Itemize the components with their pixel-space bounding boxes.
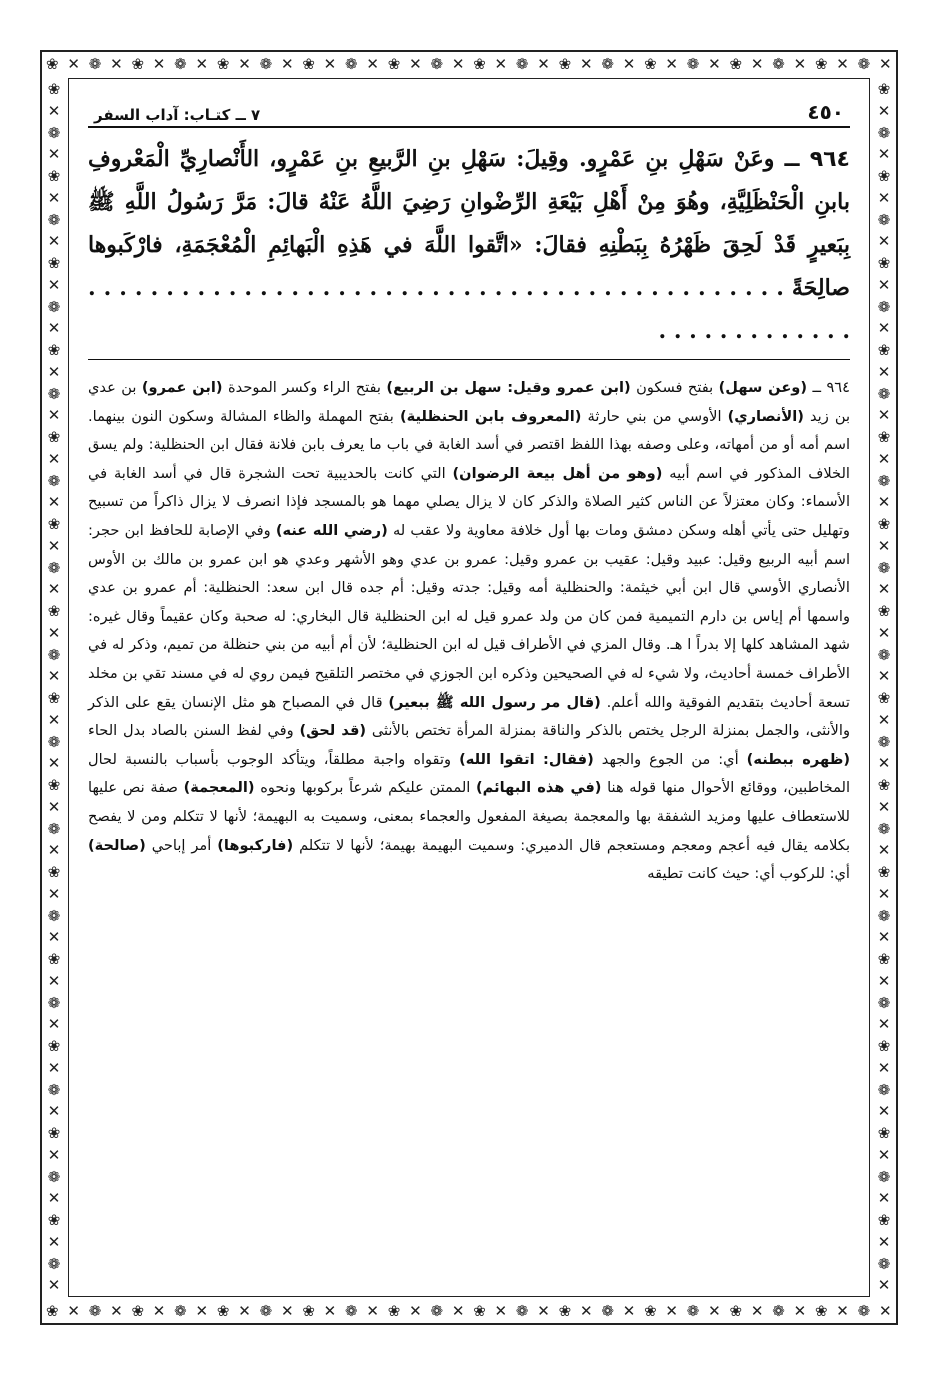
ornament-icon: ✕ <box>665 55 678 73</box>
commentary-text: أي: للركوب أي: حيث كانت تطيقه <box>647 865 850 883</box>
ornament-icon: ✕ <box>877 188 891 207</box>
ornament-icon: ✕ <box>877 1276 891 1295</box>
commentary-quoted-phrase: (قد لحق) <box>299 722 367 740</box>
ornament-icon: ❀ <box>558 55 572 73</box>
ornament-icon: ✕ <box>47 1276 61 1295</box>
ornament-icon: ✕ <box>877 1232 891 1251</box>
ornament-icon: ❀ <box>47 428 61 446</box>
ornament-icon: ✕ <box>877 797 891 816</box>
ornament-icon: ❀ <box>729 55 743 73</box>
ornament-icon: ✕ <box>47 319 61 338</box>
ornament-icon: ✕ <box>47 754 61 773</box>
ornament-icon: ❀ <box>47 689 61 707</box>
ornament-icon: ❁ <box>174 55 187 73</box>
ornament-icon: ✕ <box>877 449 891 468</box>
ornament-icon: ✕ <box>67 1302 80 1320</box>
hadith-body: وعَنْ سَهْلِ بنِ عَمْرٍو. وقِيلَ: سَهْلِ بنِ الرَّبيعِ بنِ عَمْرٍو، الأَنْصارِيِّ الْمَعْروفِ بابنِ الْحَنْظَلِيَّةِ، وهُوَ مِنْ أَهْلِ بَيْعَةِ الرِّضْوانِ رَضِيَ اللَّهُ عَنْهُ قالَ: مَرَّ رَسُولُ اللَّهِ ﷺ بِبَعيرٍ قَدْ لَحِقَ ظَهْرُهُ بِبَطْنِهِ فقالَ: «اتَّقوا اللَّهَ في هَذِهِ الْبَهائِمِ الْمُعْجَمَةِ، فارْكَبوها صالِحَةً <box>88 146 850 301</box>
ornament-icon: ❀ <box>877 1037 891 1055</box>
commentary-text: ٩٦٤ ــ <box>807 379 850 396</box>
ornament-icon: ❀ <box>644 1302 657 1320</box>
ornament-icon: ❁ <box>47 1167 61 1186</box>
ornament-icon: ❁ <box>601 1302 614 1320</box>
ornament-icon: ❁ <box>47 558 61 577</box>
ornament-icon: ❁ <box>430 1302 444 1320</box>
ornament-icon: ❀ <box>47 254 61 272</box>
ornament-icon: ❀ <box>877 80 891 98</box>
page-content <box>88 94 850 1281</box>
ornament-icon: ✕ <box>47 623 61 642</box>
ornament-icon: ✕ <box>280 55 294 73</box>
ornament-icon: ❀ <box>47 1124 61 1142</box>
ornament-icon: ✕ <box>622 1302 636 1320</box>
ornament-icon: ❀ <box>46 55 59 73</box>
ornament-icon: ✕ <box>47 449 61 468</box>
ornament-icon: ✕ <box>47 406 61 425</box>
ornament-icon: ❁ <box>877 123 891 142</box>
ornament-icon: ❁ <box>259 55 273 73</box>
ornament-icon: ❀ <box>47 776 61 794</box>
right-ornament-band <box>874 80 894 1295</box>
ornament-icon: ❁ <box>47 1254 61 1273</box>
commentary-quoted-phrase: (ظهره ببطنه) <box>746 750 850 768</box>
ornament-icon: ❀ <box>131 1302 145 1320</box>
ornament-icon: ✕ <box>409 1302 422 1320</box>
ornament-icon: ✕ <box>47 1015 61 1034</box>
ornament-icon: ✕ <box>47 493 61 512</box>
ornament-icon: ✕ <box>877 406 891 425</box>
ornament-icon: ❁ <box>877 1167 891 1186</box>
ornament-icon: ✕ <box>877 928 891 947</box>
ornament-icon: ❁ <box>47 384 61 403</box>
ornament-icon: ❁ <box>88 55 102 73</box>
commentary-text: الأوسي من بني حارثة <box>581 407 728 425</box>
ornament-icon: ❀ <box>47 341 61 359</box>
ornament-icon: ✕ <box>750 55 764 73</box>
ornament-icon: ❁ <box>601 55 614 73</box>
commentary-quoted-phrase: (المعروف بابن الحنظلية) <box>399 407 582 425</box>
ornament-icon: ✕ <box>877 1015 891 1034</box>
ornament-icon: ✕ <box>47 1189 61 1208</box>
ornament-icon: ❀ <box>473 1302 486 1320</box>
ornament-icon: ✕ <box>451 55 465 73</box>
ornament-icon: ✕ <box>579 55 593 73</box>
ornament-icon: ❁ <box>877 210 891 229</box>
ornament-icon: ✕ <box>47 145 61 164</box>
commentary-text-block <box>88 374 850 889</box>
ornament-icon: ❁ <box>259 1302 273 1320</box>
ornament-icon: ✕ <box>323 55 337 73</box>
ornament-icon: ✕ <box>793 55 807 73</box>
ornament-icon: ✕ <box>47 797 61 816</box>
ornament-icon: ❁ <box>877 1080 891 1099</box>
ornament-icon: ✕ <box>238 55 251 73</box>
ornament-icon: ✕ <box>67 55 80 73</box>
ornament-icon: ✕ <box>47 580 61 599</box>
commentary-text: التي كانت بالحديبية تحت الشجرة قال في أسد الغابة في الأسماء: وكان معتزلاً عن الناس كثير الصلاة والذكر كان لا يزال يصلي مهما هو بالمسجد فإذا انصرف لا يزال ذاكراً من تسبيح وتهليل حتى يأتي أهله وسكن دمشق ومات بها أول خلافة معاوية ولا عقب له <box>88 464 850 539</box>
ornament-icon: ❀ <box>47 167 61 185</box>
ornament-icon: ❁ <box>345 55 358 73</box>
hadith-number: ٩٦٤ ــ <box>784 147 850 172</box>
ornament-icon: ✕ <box>47 232 61 251</box>
page-border-frame <box>40 50 898 1325</box>
ornament-icon: ❁ <box>47 471 61 490</box>
ornament-icon: ✕ <box>195 1302 209 1320</box>
ornament-icon: ❀ <box>47 863 61 881</box>
ornament-icon: ❁ <box>857 1302 871 1320</box>
ornament-icon: ❀ <box>47 950 61 968</box>
ornament-icon: ✕ <box>47 710 61 729</box>
ornament-icon: ❀ <box>302 1302 315 1320</box>
ornament-icon: ✕ <box>47 101 61 120</box>
ornament-icon: ❁ <box>857 55 871 73</box>
ornament-icon: ❀ <box>877 254 891 272</box>
ornament-icon: ❁ <box>430 55 444 73</box>
ornament-icon: ❁ <box>877 993 891 1012</box>
ornament-icon: ❁ <box>772 55 785 73</box>
ornament-icon: ❀ <box>46 1302 59 1320</box>
ornament-icon: ❀ <box>47 515 61 533</box>
ornament-icon: ✕ <box>877 362 891 381</box>
hadith-trailing-dots: . . . . . . . . . . . . . . . . . . . . . . . . . . . . . . . . . . . . . . . . . . . . . . . . . . . . . . . . . . <box>88 275 850 344</box>
ornament-icon: ✕ <box>47 1058 61 1077</box>
ornament-icon: ✕ <box>47 841 61 860</box>
ornament-icon: ❀ <box>302 55 315 73</box>
commentary-text: بفتح الراء وكسر الموحدة <box>222 379 387 396</box>
ornament-icon: ❀ <box>47 602 61 620</box>
commentary-text: بفتح المهملة والظاء المشالة وسكون النون بينهما. اسم أمه أو من أمهاته، وعلى وصفه بهذا اللفظ اقتصر في أسد الغابة في باب ما يعرف بابن فلانة فقال ابن الحنظلية: ولم يسق الخلاف المذكور في اسم أبيه <box>88 407 850 482</box>
commentary-text: بن عدي بن زيد <box>88 379 851 425</box>
ornament-icon: ✕ <box>537 1302 550 1320</box>
ornament-icon: ❁ <box>47 906 61 925</box>
ornament-icon: ❁ <box>47 210 61 229</box>
ornament-icon: ❀ <box>814 1302 828 1320</box>
ornament-icon: ✕ <box>409 55 422 73</box>
ornament-icon: ✕ <box>110 1302 123 1320</box>
ornament-icon: ❁ <box>877 1254 891 1273</box>
ornament-icon: ❀ <box>47 1037 61 1055</box>
top-ornament-band <box>46 54 892 74</box>
ornament-icon: ❁ <box>877 906 891 925</box>
ornament-icon: ✕ <box>877 667 891 686</box>
ornament-icon: ✕ <box>47 928 61 947</box>
ornament-icon: ✕ <box>877 884 891 903</box>
ornament-icon: ❀ <box>877 863 891 881</box>
ornament-icon: ✕ <box>152 55 166 73</box>
ornament-icon: ❁ <box>877 384 891 403</box>
ornament-icon: ❁ <box>47 645 61 664</box>
ornament-icon: ✕ <box>877 1102 891 1121</box>
commentary-quoted-phrase: (المعجمة) <box>183 779 255 797</box>
ornament-icon: ✕ <box>47 536 61 555</box>
ornament-icon: ✕ <box>366 1302 379 1320</box>
ornament-icon: ❀ <box>814 55 828 73</box>
commentary-text: الممتن عليكم شرعاً بركوبها ونحوه <box>254 779 476 797</box>
ornament-icon: ❁ <box>877 645 891 664</box>
commentary-quoted-phrase: (ابن عمرو وقيل: سهل بن الربيع) <box>386 379 631 396</box>
ornament-icon: ❀ <box>47 1211 61 1229</box>
ornament-icon: ❁ <box>515 1302 529 1320</box>
ornament-icon: ❁ <box>686 1302 700 1320</box>
ornament-icon: ✕ <box>836 55 849 73</box>
ornament-icon: ❁ <box>47 123 61 142</box>
ornament-icon: ❀ <box>387 1302 401 1320</box>
ornament-icon: ✕ <box>877 101 891 120</box>
ornament-icon: ❀ <box>877 689 891 707</box>
chapter-title: ٧ ــ كتـاب: آداب السفر <box>94 106 261 124</box>
ornament-icon: ✕ <box>494 1302 508 1320</box>
ornament-icon: ❁ <box>47 819 61 838</box>
ornament-icon: ❁ <box>877 819 891 838</box>
ornament-icon: ✕ <box>280 1302 294 1320</box>
commentary-text: قال في المصباح هو مثل الإنسان يقع على الذكر والأنثى، والجمل بمنزلة الرجل يختص بالذكر والناقة بمنزلة المرأة تختص بالأنثى <box>88 693 850 740</box>
ornament-icon: ✕ <box>750 1302 764 1320</box>
ornament-icon: ❁ <box>515 55 529 73</box>
ornament-icon: ❁ <box>47 993 61 1012</box>
ornament-icon: ✕ <box>877 841 891 860</box>
ornament-icon: ❁ <box>47 732 61 751</box>
ornament-icon: ✕ <box>195 55 209 73</box>
ornament-icon: ✕ <box>879 55 892 73</box>
ornament-icon: ❀ <box>216 1302 230 1320</box>
ornament-icon: ✕ <box>494 55 508 73</box>
commentary-quoted-phrase: (فقال: اتقوا الله) <box>459 750 594 768</box>
ornament-icon: ✕ <box>877 319 891 338</box>
ornament-icon: ❀ <box>47 80 61 98</box>
ornament-icon: ✕ <box>877 971 891 990</box>
ornament-icon: ✕ <box>877 275 891 294</box>
ornament-icon: ❀ <box>877 167 891 185</box>
ornament-icon: ✕ <box>793 1302 807 1320</box>
ornament-icon: ❀ <box>877 776 891 794</box>
ornament-icon: ❁ <box>88 1302 102 1320</box>
ornament-icon: ❀ <box>877 1211 891 1229</box>
commentary-quoted-phrase: (ابن عمرو) <box>141 379 223 396</box>
ornament-icon: ❀ <box>877 1124 891 1142</box>
ornament-icon: ❀ <box>877 515 891 533</box>
commentary-quoted-phrase: (في هذه البهائم) <box>476 779 602 797</box>
ornament-icon: ✕ <box>110 55 123 73</box>
ornament-icon: ✕ <box>877 580 891 599</box>
ornament-icon: ✕ <box>152 1302 166 1320</box>
ornament-icon: ✕ <box>238 1302 251 1320</box>
ornament-icon: ❀ <box>877 341 891 359</box>
ornament-icon: ✕ <box>877 754 891 773</box>
section-divider <box>88 359 850 360</box>
ornament-icon: ✕ <box>708 1302 721 1320</box>
ornament-icon: ❀ <box>877 428 891 446</box>
ornament-icon: ❁ <box>877 558 891 577</box>
ornament-icon: ✕ <box>877 493 891 512</box>
ornament-icon: ❀ <box>644 55 657 73</box>
ornament-icon: ✕ <box>47 667 61 686</box>
ornament-icon: ❁ <box>686 55 700 73</box>
ornament-icon: ✕ <box>47 884 61 903</box>
left-ornament-band <box>44 80 64 1295</box>
ornament-icon: ❁ <box>47 1080 61 1099</box>
ornament-icon: ❀ <box>131 55 145 73</box>
ornament-icon: ✕ <box>877 145 891 164</box>
bottom-ornament-band <box>46 1301 892 1321</box>
ornament-icon: ✕ <box>47 971 61 990</box>
ornament-icon: ✕ <box>877 1145 891 1164</box>
ornament-icon: ❁ <box>877 471 891 490</box>
commentary-text: صفة نص عليها للاستعطاف عليها ومزيد الشفقة بها والمعجمة بصيغة المفعول والعجماء بمعنى، وسميت به البهيمة؛ لأنها لا تتكلم ومن لا يفصح بكلامه يقال فيه أعجم ومعجم ومستعجم قال الدميري: وسميت البهيمة بهيمة؛ لأنها لا تتكلم <box>88 779 851 854</box>
ornament-icon: ✕ <box>708 55 721 73</box>
ornament-icon: ❁ <box>772 1302 785 1320</box>
commentary-quoted-phrase: (صالحة) <box>88 836 146 854</box>
commentary-text: بفتح فسكون <box>630 379 719 396</box>
ornament-icon: ❀ <box>387 55 401 73</box>
ornament-icon: ❀ <box>877 950 891 968</box>
commentary-text: أمر إباحي <box>145 836 218 854</box>
ornament-icon: ❀ <box>216 55 230 73</box>
ornament-icon: ❁ <box>877 732 891 751</box>
ornament-icon: ❀ <box>473 55 486 73</box>
ornament-icon: ✕ <box>877 623 891 642</box>
commentary-quoted-phrase: (وهو من أهل بيعة الرضوان) <box>452 464 663 482</box>
commentary-quoted-phrase: (قال مر رسول الله ﷺ ببعير) <box>388 693 601 711</box>
ornament-icon: ✕ <box>47 188 61 207</box>
page-number: ٤٥٠ <box>807 100 844 124</box>
ornament-icon: ✕ <box>877 1189 891 1208</box>
ornament-icon: ❁ <box>174 1302 187 1320</box>
commentary-quoted-phrase: (الأنصاري) <box>727 407 804 425</box>
commentary-quoted-phrase: (فاركبوها) <box>217 836 294 854</box>
commentary-text: وفي الإصابة للحافظ ابن حجر: اسم أبيه الربيع وقيل: عبيد وقيل: عقيب بن عمرو وقيل: عمرو بن عدي وهو الأشهر وعدي هو ابن عمرو بن مالك بن الأوس الأنصاري الأوسي قال ابن أبي خيثمة: والحنظلية أمه وقيل: جدته وقيل: أم جده قال ابن سعد: الحنظلية: أم عمرو بن عدي واسمها أم إياس بن دارم التميمية فمن كان من ولد عمرو قيل له ابن الحنظلية قال البخاري: له صحبة وكان عقيماً وقال غيره: شهد المشاهد كلها إلا بدراً ا هـ. وقال المزي في الأطراف قيل له ابن الحنظلية؛ لأن أم أبيه من بني حنظلة من تميم، وذكر له في الأطراف خمسة أحاديث، ولا شيء له في الصحيحين وذكره ابن الجوزي في مختصر التلقيح فيمن روي له في مسند تقي بن مخلد تسعة أحاديث بتقديم الفوقية والله أعلم. <box>88 521 850 711</box>
ornament-icon: ❁ <box>345 1302 358 1320</box>
commentary-text: وتقواه واجبة مطلقاً، ويتأكد الوجوب بأسباب بالنسبة لحال المخاطبين، ووقائع الأحوال منها قوله هنا <box>88 750 851 797</box>
ornament-icon: ✕ <box>879 1302 892 1320</box>
ornament-icon: ✕ <box>47 1102 61 1121</box>
ornament-icon: ✕ <box>877 710 891 729</box>
ornament-icon: ✕ <box>877 232 891 251</box>
ornament-icon: ❀ <box>877 602 891 620</box>
commentary-text: وفي لفظ السنن بالصاد بدل الحاء <box>88 722 300 740</box>
ornament-icon: ✕ <box>451 1302 465 1320</box>
ornament-icon: ✕ <box>366 55 379 73</box>
commentary-text: أي: من الجوع والجهد <box>593 750 747 768</box>
ornament-icon: ❁ <box>877 297 891 316</box>
commentary-quoted-phrase: (رضي الله عنه) <box>275 521 388 539</box>
ornament-icon: ✕ <box>47 275 61 294</box>
ornament-icon: ✕ <box>537 55 550 73</box>
ornament-icon: ✕ <box>47 362 61 381</box>
ornament-icon: ✕ <box>323 1302 337 1320</box>
running-header <box>88 94 850 128</box>
ornament-icon: ✕ <box>877 536 891 555</box>
hadith-text-block <box>88 138 850 353</box>
commentary-quoted-phrase: (وعن سهل) <box>718 379 808 396</box>
ornament-icon: ✕ <box>622 55 636 73</box>
ornament-icon: ✕ <box>579 1302 593 1320</box>
ornament-icon: ✕ <box>47 1145 61 1164</box>
ornament-icon: ❀ <box>558 1302 572 1320</box>
ornament-icon: ❀ <box>729 1302 743 1320</box>
ornament-icon: ✕ <box>836 1302 849 1320</box>
ornament-icon: ✕ <box>47 1232 61 1251</box>
ornament-icon: ✕ <box>877 1058 891 1077</box>
ornament-icon: ❁ <box>47 297 61 316</box>
ornament-icon: ✕ <box>665 1302 678 1320</box>
